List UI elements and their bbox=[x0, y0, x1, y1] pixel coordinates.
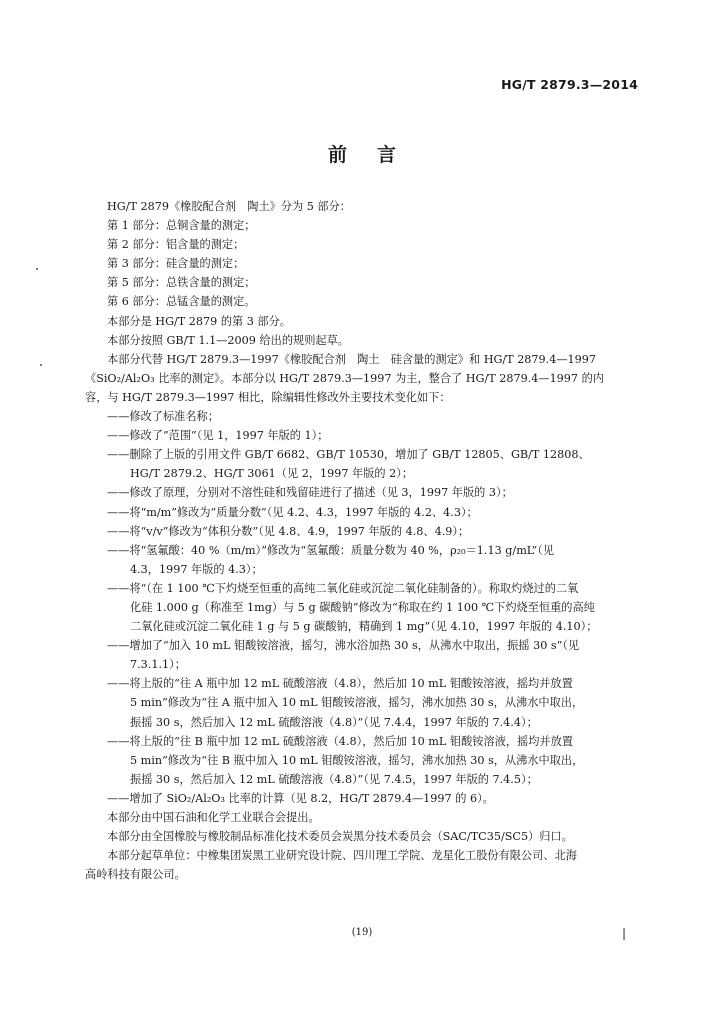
page-number: (19) bbox=[351, 927, 373, 938]
text-line: ——增加了“加入 10 mL 钼酸铵溶液，摇匀，沸水浴加热 30 s，从沸水中取出，振摇 30 s”（见 bbox=[107, 639, 580, 653]
document-body bbox=[85, 197, 641, 884]
page-edge-mark: | bbox=[621, 926, 626, 940]
scan-speck bbox=[40, 364, 42, 366]
text-line: 容，与 HG/T 2879.3—1997 相比，除编辑性修改外主要技术变化如下： bbox=[85, 390, 451, 404]
text-line: ——删除了上版的引用文件 GB/T 6682、GB/T 10530，增加了 GB/T 12805、GB/T 12808、 bbox=[107, 448, 590, 462]
text-line: ——修改了标准名称； bbox=[107, 410, 219, 424]
text-line: 第 5 部分：总铁含量的测定； bbox=[107, 276, 256, 290]
scan-speck bbox=[36, 268, 38, 270]
text-line: 二氧化硅或沉淀二氧化硅 1 g 与 5 g 碳酸钠，精确到 1 mg”（见 4.10，1997 年版的 4.10）； bbox=[130, 620, 598, 634]
text-line: 本部分代替 HG/T 2879.3—1997《橡胶配合剂 陶土 硅含量的测定》和 HG/T 2879.4—1997 bbox=[107, 352, 596, 366]
text-line: ——将“（在 1 100 ℃下灼烧至恒重的高纯二氧化硅或沉淀二氧化硅制备的）。称取灼烧过的二氧 bbox=[107, 581, 579, 595]
text-line: ——增加了 SiO₂/Al₂O₃ 比率的计算（见 8.2，HG/T 2879.4—1997 的 6）。 bbox=[107, 791, 494, 805]
text-line: 振摇 30 s，然后加入 12 mL 硫酸溶液（4.8）”（见 7.4.4，1997 年版的 7.4.4）； bbox=[130, 715, 538, 729]
text-line: 化硅 1.000 g（称准至 1mg）与 5 g 碳酸钠”修改为“称取在约 1 100 ℃下灼烧至恒重的高纯 bbox=[130, 600, 595, 614]
text-line: 第 2 部分：铝含量的测定； bbox=[107, 238, 245, 252]
text-line: 4.3，1997 年版的 4.3）； bbox=[130, 562, 263, 576]
text-line: 第 3 部分：硅含量的测定； bbox=[107, 257, 245, 271]
text-line: 本部分由中国石油和化学工业联合会提出。 bbox=[107, 811, 320, 824]
text-line: HG/T 2879《橡胶配合剂 陶土》分为 5 部分： bbox=[107, 200, 351, 213]
text-line: 5 min”修改为“往 A 瓶中加入 10 mL 钼酸铵溶液，摇匀，沸水加热 30 s，从沸水中取出， bbox=[130, 696, 584, 710]
text-line: 本部分按照 GB/T 1.1—2009 给出的规则起草。 bbox=[107, 333, 349, 347]
text-line: 7.3.1.1）； bbox=[130, 658, 186, 672]
text-line: ——将“氢氟酸：40 %（m/m）”修改为“氢氟酸：质量分数为 40 %，ρ₂₀＝1.13 g/mL”（见 bbox=[107, 543, 555, 557]
text-line: 振摇 30 s，然后加入 12 mL 硫酸溶液（4.8）”（见 7.4.5，1997 年版的 7.4.5）； bbox=[130, 772, 538, 786]
text-line: HG/T 2879.2、HG/T 3061（见 2，1997 年版的 2）； bbox=[130, 467, 414, 481]
text-line: 5 min”修改为“往 B 瓶中加入 10 mL 钼酸铵溶液，摇匀，沸水加热 30 s，从沸水中取出， bbox=[130, 753, 584, 767]
text-line: 第 1 部分：总铜含量的测定； bbox=[107, 219, 256, 233]
text-line: 高岭科技有限公司。 bbox=[85, 868, 186, 882]
page-title: 前言 bbox=[327, 144, 426, 166]
text-line: ——将“m/m”修改为“质量分数”（见 4.2、4.3，1997 年版的 4.2、4.3）； bbox=[107, 505, 478, 519]
text-line: 本部分起草单位：中橡集团炭黑工业研究设计院、四川理工学院、龙星化工股份有限公司、北海 bbox=[107, 849, 577, 863]
text-line: 本部分由全国橡胶与橡胶制品标准化技术委员会炭黑分技术委员会（SAC/TC35/SC5）归口。 bbox=[107, 830, 573, 844]
text-line: ——将上版的“往 B 瓶中加 12 mL 硫酸溶液（4.8），然后加 10 mL 钼酸铵溶液，摇均并放置 bbox=[107, 734, 573, 748]
text-line: ——将“v/v”修改为“体积分数”（见 4.8、4.9，1997 年版的 4.8、4.9）； bbox=[107, 524, 470, 538]
text-line: ——修改了“范围”（见 1，1997 年版的 1）； bbox=[107, 429, 329, 443]
text-line: ——将上版的“往 A 瓶中加 12 mL 硫酸溶液（4.8），然后加 10 mL 钼酸铵溶液，摇均并放置 bbox=[107, 677, 573, 691]
text-line: 第 6 部分：总锰含量的测定。 bbox=[107, 295, 256, 309]
text-line: 《SiO₂/Al₂O₃ 比率的测定》。本部分以 HG/T 2879.3—1997 为主，整合了 HG/T 2879.4—1997 的内 bbox=[85, 371, 604, 385]
text-line: 本部分是 HG/T 2879 的第 3 部分。 bbox=[107, 314, 291, 328]
standard-number: HG/T 2879.3—2014 bbox=[501, 77, 638, 92]
text-line: ——修改了原理，分别对不溶性硅和残留硅进行了描述（见 3，1997 年版的 3）； bbox=[107, 486, 513, 500]
